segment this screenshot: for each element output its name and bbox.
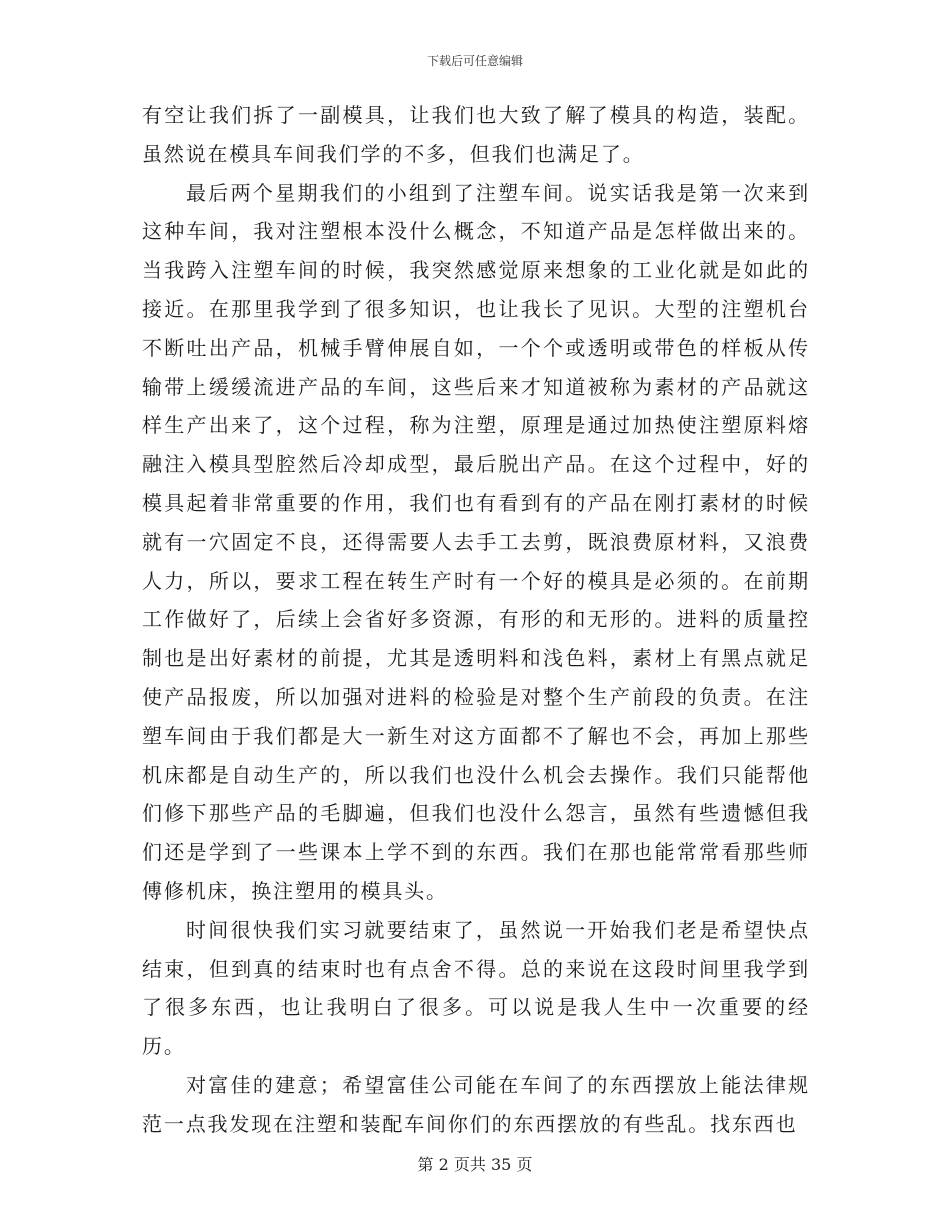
page-footer: 第 2 页共 35 页 [417,1155,533,1174]
page-header: 下载后可任意编辑 [426,54,523,68]
paragraph-4: 对富佳的建意；希望富佳公司能在车间了的东西摆放上能法律规范一点我发现在注塑和装配车间你们的东西摆放的有些乱。找东西也 [142,1072,810,1136]
paragraph-3: 时间很快我们实习就要结束了，虽然说一开始我们老是希望快点结束，但到真的结束时也有点舍不得。总的来说在这段时间里我学到了很多东西，也让我明白了很多。可以说是我人生中一次重要的经历。 [142,917,810,1059]
paragraph-2: 最后两个星期我们的小组到了注塑车间。说实话我是第一次来到这种车间，我对注塑根本没什么概念，不知道产品是怎样做出来的。当我跨入注塑车间的时候，我突然感觉原来想象的工业化就是如此的接近。在那里我学到了很多知识，也让我长了见识。大型的注塑机台不断吐出产品，机械手臂伸展自如，一个个或透明或带色的样板从传输带上缓缓流进产品的车间，这些后来才知道被称为素材的产品就这样生产出来了，这个过程，称为注塑，原理是通过加热使注塑原料熔融注入模具型腔然后冷却成型，最后脱出产品。在这个过程中，好的模具起着非常重要的作用，我们也有看到有的产品在刚打素材的时候就有一穴固定不良，还得需要人去手工去剪，既浪费原材料，又浪费人力，所以，要求工程在转生产时有一个好的模具是必须的。在前期工作做好了，后续上会省好多资源，有形的和无形的。进料的质量控制也是出好素材的前提，尤其是透明料和浅色料，素材上有黑点就足使产品报废，所以加强对进料的检验是对整个生产前段的负责。在注塑车间由于我们都是大一新生对这方面都不了解也不会，再加上那些机床都是自动生产的，所以我们也没什么机会去操作。我们只能帮他们修下那些产品的毛脚遍，但我们也没什么怨言，虽然有些遗憾但我们还是学到了一些课本上学不到的东西。我们在那也能常常看那些师傅修机床，换注塑用的模具头。 [142,180,810,903]
document-body [142,96,810,1144]
paragraph-1: 有空让我们拆了一副模具，让我们也大致了解了模具的构造，装配。虽然说在模具车间我们学的不多，但我们也满足了。 [142,103,810,166]
